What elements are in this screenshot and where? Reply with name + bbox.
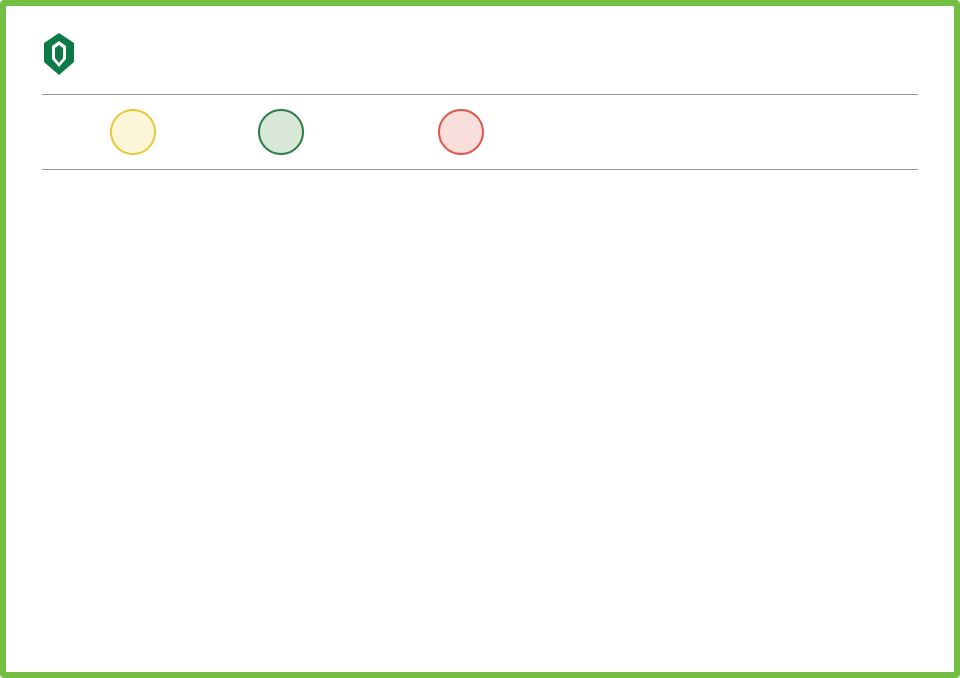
legend-item-moved	[110, 109, 170, 155]
legend-item-holiday	[438, 109, 498, 155]
legend-swatch-holiday-icon	[438, 109, 484, 155]
page-header	[6, 6, 954, 86]
legend-swatch-work-icon	[258, 109, 304, 155]
legend-item-work	[258, 109, 318, 155]
legend-swatch-moved-icon	[110, 109, 156, 155]
nbu-logo-icon	[42, 32, 76, 76]
legend	[42, 94, 918, 170]
